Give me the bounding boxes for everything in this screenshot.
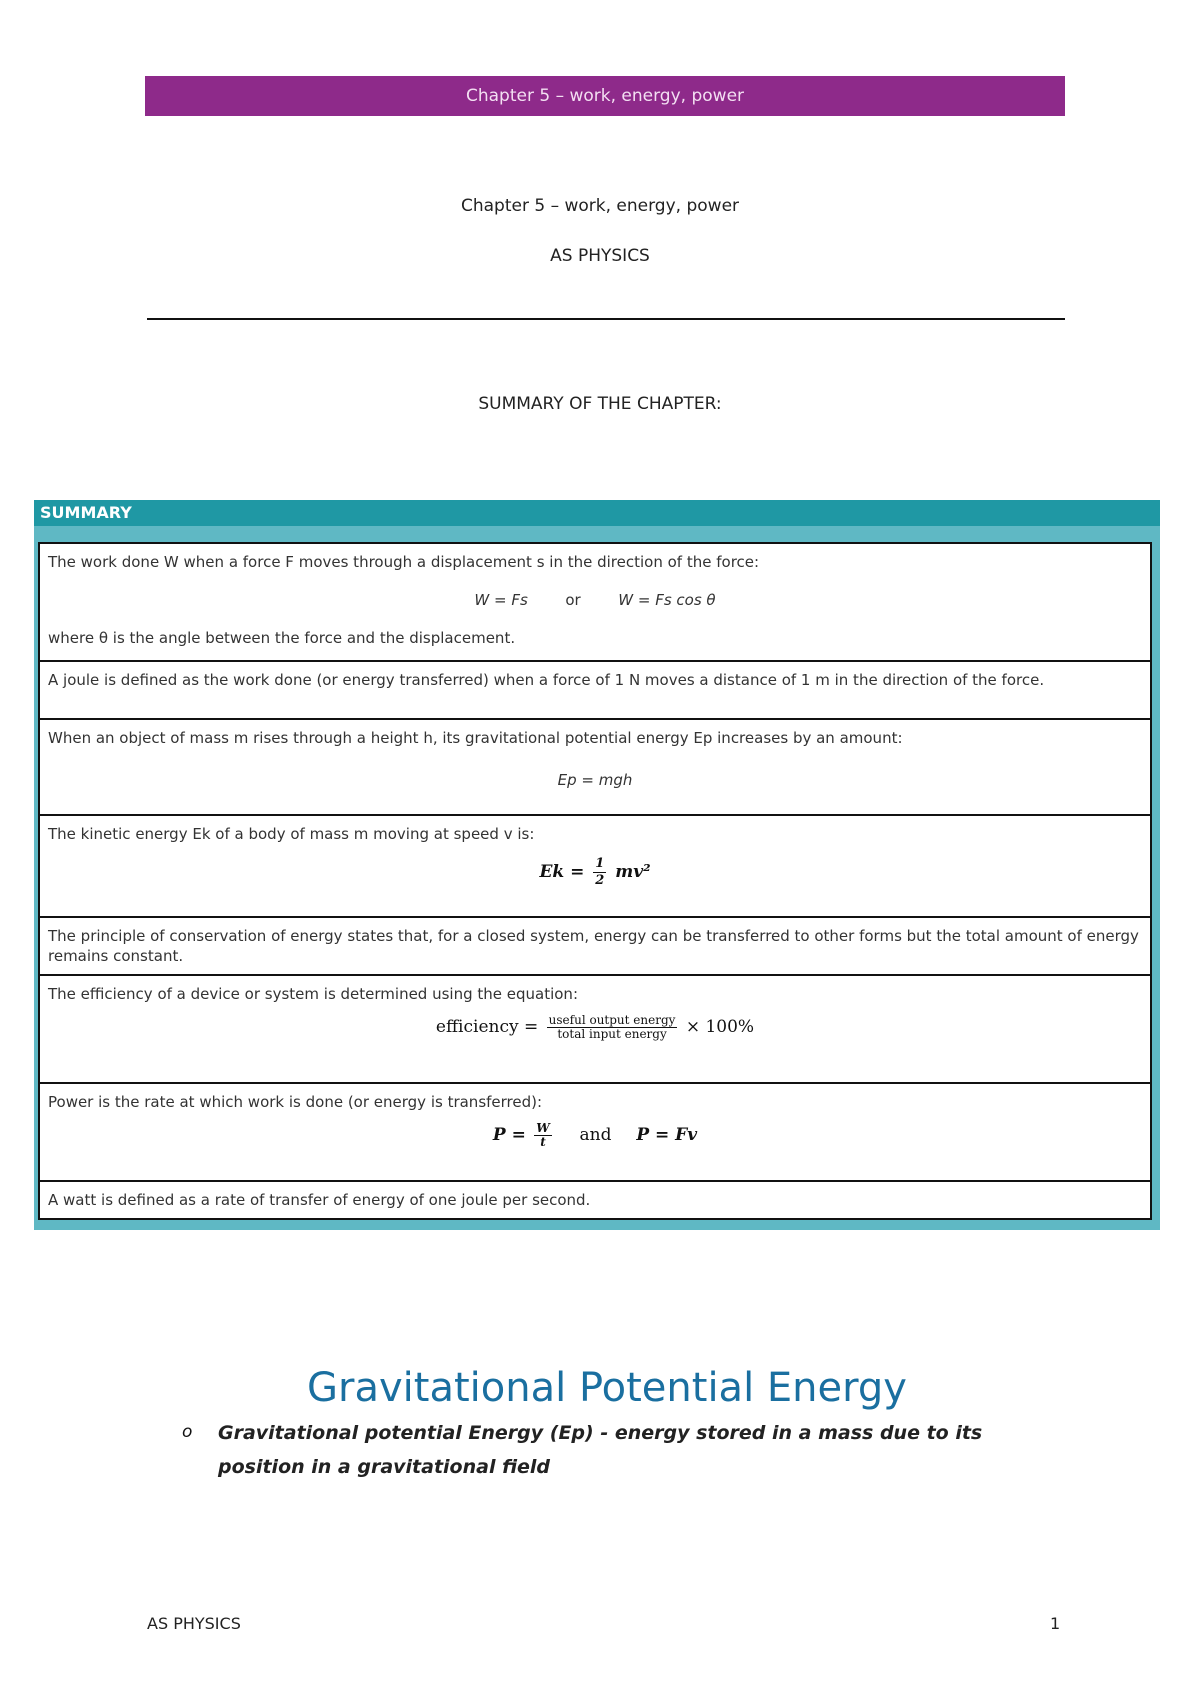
efficiency-fraction <box>547 1014 678 1041</box>
summary-row-text: The efficiency of a device or system is determined using the equation: <box>48 985 578 1003</box>
summary-table <box>38 542 1152 1220</box>
section-title: Gravitational Potential Energy <box>307 1365 907 1411</box>
work-equation-or: or <box>565 591 581 609</box>
summary-row-work <box>40 544 1150 662</box>
efficiency-fraction-denominator: total input energy <box>557 1027 667 1041</box>
summary-row-text: A watt is defined as a rate of transfer of energy of one joule per second. <box>48 1191 591 1209</box>
summary-row-text: The kinetic energy Ek of a body of mass m moving at speed v is: <box>48 825 535 843</box>
power-equation-and: and <box>579 1125 612 1145</box>
document-subtitle: AS PHYSICS <box>550 246 650 266</box>
kinetic-fraction-numerator: 1 <box>595 856 605 871</box>
page-number: 1 <box>1050 1614 1061 1633</box>
power-equation-p1: P = <box>492 1125 526 1145</box>
title-divider <box>147 318 1065 320</box>
summary-box-label: SUMMARY <box>40 503 132 522</box>
bullet-marker: o <box>182 1422 193 1442</box>
summary-row-gpe <box>40 720 1150 816</box>
bullet-definition: Gravitational potential Energy (Ep) - energy stored in a mass due to its position in a gravitational field <box>218 1422 983 1478</box>
summary-row-text: Power is the rate at which work is done (or energy is transferred): <box>48 1093 543 1111</box>
work-equation-angle: W = Fs cos θ <box>618 591 716 609</box>
summary-row-text: When an object of mass m rises through a height h, its gravitational potential energy Ep increases by an amount: <box>48 729 903 747</box>
header-bar <box>145 76 1065 116</box>
work-equation <box>48 590 1142 610</box>
efficiency-equation <box>48 1014 1142 1041</box>
summary-row-text: A joule is defined as the work done (or energy transferred) when a force of 1 N moves a distance of 1 m in the direction of the force. <box>48 671 1045 689</box>
summary-row-power <box>40 1084 1150 1182</box>
summary-row-conservation <box>40 918 1150 976</box>
work-equation-note: where θ is the angle between the force and the displacement. <box>48 629 516 647</box>
footer-label: AS PHYSICS <box>147 1614 241 1633</box>
gpe-equation-lhs: Ep <box>557 771 577 789</box>
summary-row-watt <box>40 1182 1150 1218</box>
kinetic-fraction <box>593 856 606 889</box>
summary-row-efficiency <box>40 976 1150 1084</box>
work-equation-basic: W = Fs <box>474 591 528 609</box>
kinetic-equation <box>48 856 1142 889</box>
summary-row-text: The principle of conservation of energy states that, for a closed system, energy can be transferred to other forms but the total amount of energy remains constant. <box>48 927 1139 965</box>
gpe-equation <box>48 770 1142 790</box>
summary-row-joule <box>40 662 1150 720</box>
power-fraction-denominator: t <box>540 1135 546 1149</box>
efficiency-equation-rhs: × 100% <box>685 1017 755 1037</box>
summary-row-kinetic <box>40 816 1150 918</box>
gpe-equation-rhs: = mgh <box>581 771 633 789</box>
efficiency-equation-lhs: efficiency = <box>435 1017 539 1037</box>
kinetic-equation-rhs: mv² <box>615 862 651 882</box>
kinetic-fraction-denominator: 2 <box>595 873 605 888</box>
power-fraction <box>534 1122 551 1149</box>
document-title: Chapter 5 – work, energy, power <box>460 196 740 216</box>
header-bar-title: Chapter 5 – work, energy, power <box>465 86 745 106</box>
kinetic-equation-lhs: Ek = <box>539 862 585 882</box>
power-fraction-numerator: W <box>536 1121 550 1135</box>
summary-heading: SUMMARY OF THE CHAPTER: <box>478 394 722 414</box>
summary-box-header <box>34 500 1160 526</box>
efficiency-fraction-numerator: useful output energy <box>548 1013 676 1027</box>
summary-row-text: The work done W when a force F moves through a displacement s in the direction of the force: <box>48 553 760 571</box>
power-equation-p2: P = Fv <box>636 1125 698 1145</box>
power-equation <box>48 1122 1142 1149</box>
